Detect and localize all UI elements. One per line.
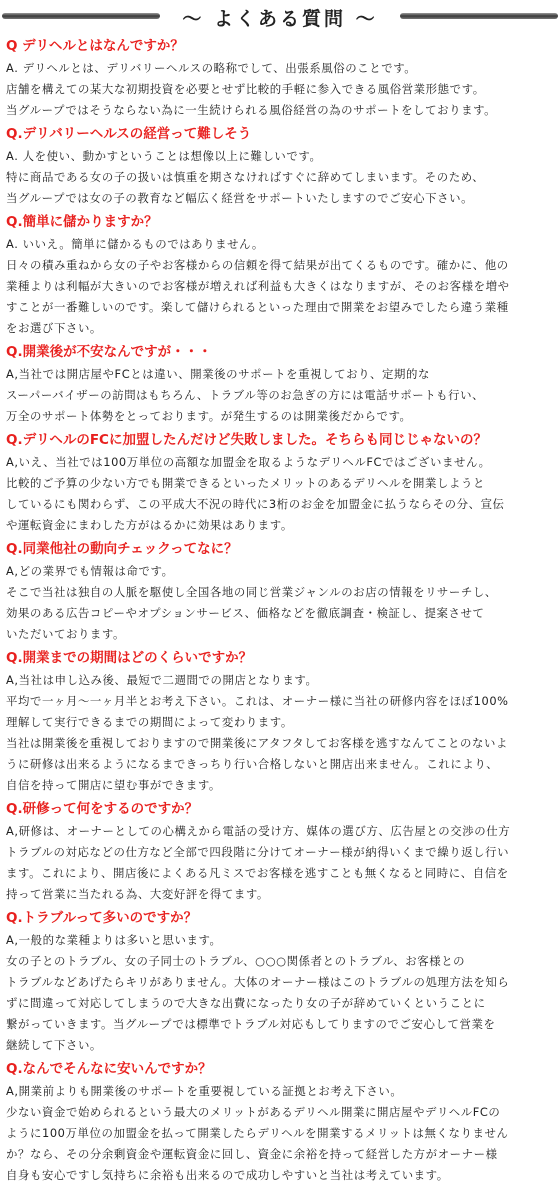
faq-answer-line: 平均で一ヶ月～一ヶ月半とお考え下さい。これは、オーナー様に当社の研修内容をほぼ100% — [6, 694, 509, 708]
faq-item — [6, 909, 554, 1056]
faq-answer-line: トラブルなどあげたらキリがありません。大体のオーナー様はこのトラブルの処理方法を知ら — [6, 975, 510, 989]
faq-answer — [6, 452, 554, 536]
faq-answer — [6, 364, 554, 427]
faq-answer-line: 当社は開業後を重視しておりますので開業後にアタフタしてお客様を逃すなんてことのないよ — [6, 736, 509, 750]
faq-answer-line: 当グループではそうならない為に一生続けられる風俗経営の為のサポートをしております。 — [6, 103, 497, 117]
faq-question: Q.開業後が不安なんですが・・・ — [6, 344, 212, 360]
faq-answer-line: 繋がっていきます。当グループでは標準でトラブル対応もしてりますのでご安心して営業を — [6, 1017, 496, 1031]
faq-answer-line: をお選び下さい。 — [6, 321, 102, 335]
faq-header — [0, 0, 560, 34]
faq-answer-line: A,当社は申し込み後、最短で二週間での開店となります。 — [6, 673, 318, 687]
faq-item — [6, 540, 554, 645]
faq-answer-line: や運転資金にまわした方がはるかに効果はあります。 — [6, 518, 293, 532]
faq-answer-line: A,開業前よりも開業後のサポートを重要視している証拠とお考え下さい。 — [6, 1084, 403, 1098]
faq-answer-line: 業種よりは利幅が大きいのでお客様が増えれば利益も大きくはなりますが、そのお客様を増や — [6, 279, 510, 293]
header-right-bar — [400, 13, 558, 19]
faq-answer-line: 万全のサポート体勢をとっております。が発生するのは開業後だからです。 — [6, 409, 412, 423]
faq-answer-line: か？なら、その分余剰資金や運転資金に回し、資金に余裕を持って経営した方がオーナー様 — [6, 1147, 498, 1161]
faq-answer-line: A,一般的な業種よりは多いと思います。 — [6, 933, 222, 947]
faq-answer — [6, 561, 554, 645]
faq-answer — [6, 146, 554, 209]
faq-answer — [6, 234, 554, 339]
faq-answer-line: A,当社では開店屋やFCとは違い、開業後のサポートを重視しており、定期的な — [6, 367, 431, 381]
faq-question: Q.簡単に儲かりますか？ — [6, 214, 158, 230]
faq-answer-line: うに研修は出来るようになるまできっちり行い合格しないと開店出来ません。これにより、 — [6, 757, 499, 771]
header-left-bar — [2, 13, 160, 19]
faq-answer-line: 特に商品である女の子の扱いは慎重を期さなければすぐに辞めてしまいます。そのため、 — [6, 170, 485, 184]
faq-answer-line: すことが一番難しいのです。楽して儲けられるといった理由で開業をお望みでしたら違う業種 — [6, 300, 509, 314]
faq-question: Q.開業までの期間はどのくらいですか？ — [6, 650, 253, 666]
faq-answer-line: 自身も安心ですし気持ちに余裕も出来るので成功しやすいと当社は考えています。 — [6, 1168, 449, 1182]
faq-answer — [6, 58, 554, 121]
faq-answer-line: 理解して実行できるまでの期間によって変わります。 — [6, 715, 293, 729]
faq-answer — [6, 821, 554, 905]
faq-answer — [6, 670, 554, 796]
faq-item — [6, 649, 554, 796]
faq-answer-line: 日々の積み重ねから女の子やお客様からの信頼を得て結果が出てくるものです。確かに、他の — [6, 258, 509, 272]
faq-answer-line: ように100万単位の加盟金を払って開業したらデリヘルを開業するメリットは無くなりません — [6, 1126, 509, 1140]
faq-question: Q.デリヘルのFCに加盟したんだけど失敗しました。そちらも同じじゃないの？ — [6, 432, 487, 448]
faq-answer-line: 持って営業に当たれる為、大変好評を得てます。 — [6, 887, 269, 901]
faq-answer-line: 店舗を構えての某大な初期投資を必要とせず比較的手軽に参入できる風俗営業形態です。 — [6, 82, 485, 96]
faq-answer-line: A. デリヘルとは、デリバリーヘルスの略称でして、出張系風俗のことです。 — [6, 61, 417, 75]
faq-answer-line: そこで当社は独自の人脈を駆使し全国各地の同じ営業ジャンルのお店の情報をリサーチし、 — [6, 585, 497, 599]
faq-answer-line: 効果のある広告コピーやオプションサービス、価格などを徹底調査・検証し、提案させて — [6, 606, 485, 620]
faq-item — [6, 800, 554, 905]
faq-item — [6, 343, 554, 427]
faq-answer-line: A,研修は、オーナーとしての心構えから電話の受け方、媒体の選び方、広告屋との交渉の仕方 — [6, 824, 511, 838]
faq-answer-line: スーパーバイザーの訪問はもちろん、トラブル等のお急ぎの方には電話サポートも行い、 — [6, 388, 485, 402]
faq-answer-line: 比較的ご予算の少ない方でも開業できるといったメリットのあるデリヘルを開業しようと — [6, 476, 485, 490]
faq-question: Q.同業他社の動向チェックってなに？ — [6, 541, 238, 557]
faq-answer-line: 当グループでは女の子の教育など幅広く経営をサポートいたしますのでご安心下さい。 — [6, 191, 474, 205]
faq-question: Q.トラブルって多いのですか？ — [6, 910, 198, 926]
faq-answer — [6, 930, 554, 1056]
faq-answer-line: A. いいえ。簡単に儲かるものではありません。 — [6, 237, 264, 251]
faq-answer-line: A,いえ、当社では100万単位の高額な加盟金を取るようなデリヘルFCではございません。 — [6, 455, 491, 469]
faq-item — [6, 213, 554, 339]
faq-answer-line: トラブルの対応などの仕方など全部で四段階に分けてオーナー様が納得いくまで繰り返し行い — [6, 845, 510, 859]
faq-answer-line: 女の子とのトラブル、女の子同士のトラブル、○○○関係者とのトラブル、お客様との — [6, 954, 466, 968]
faq-list — [0, 37, 560, 1186]
faq-item — [6, 1060, 554, 1186]
faq-question: Q.デリバリーヘルスの経営って難しそう — [6, 126, 252, 142]
faq-answer-line: しているにも関わらず、この平成大不況の時代に3桁のお金を加盟金に払うならその分、宣伝 — [6, 497, 505, 511]
faq-question: Q.研修って何をするのですか？ — [6, 801, 199, 817]
faq-answer-line: 自信を持って開店に望む事ができます。 — [6, 778, 221, 792]
faq-question: Q.なんでそんなに安いんですか？ — [6, 1061, 212, 1077]
page-title: ～ よくある質問 ～ — [176, 4, 383, 31]
faq-answer-line: いただいております。 — [6, 627, 125, 641]
faq-item — [6, 125, 554, 209]
faq-question: Q デリヘルとはなんですか？ — [6, 38, 184, 54]
faq-answer-line: A. 人を使い、動かすということは想像以上に難しいです。 — [6, 149, 322, 163]
faq-answer-line: 少ない資金で始められるという最大のメリットがあるデリヘル開業に開店屋やデリヘルFCの — [6, 1105, 501, 1119]
faq-item — [6, 37, 554, 121]
faq-answer-line: ます。これにより、開店後によくある凡ミスでお客様を逃すことも無くなると同時に、自信を — [6, 866, 509, 880]
faq-answer-line: 継続して下さい。 — [6, 1038, 102, 1052]
faq-item — [6, 431, 554, 536]
faq-answer-line: ずに間違って対応してしまうので大きな出費になったり女の子が辞めていくということに — [6, 996, 486, 1010]
faq-answer — [6, 1081, 554, 1186]
faq-answer-line: A,どの業界でも情報は命です。 — [6, 564, 174, 578]
